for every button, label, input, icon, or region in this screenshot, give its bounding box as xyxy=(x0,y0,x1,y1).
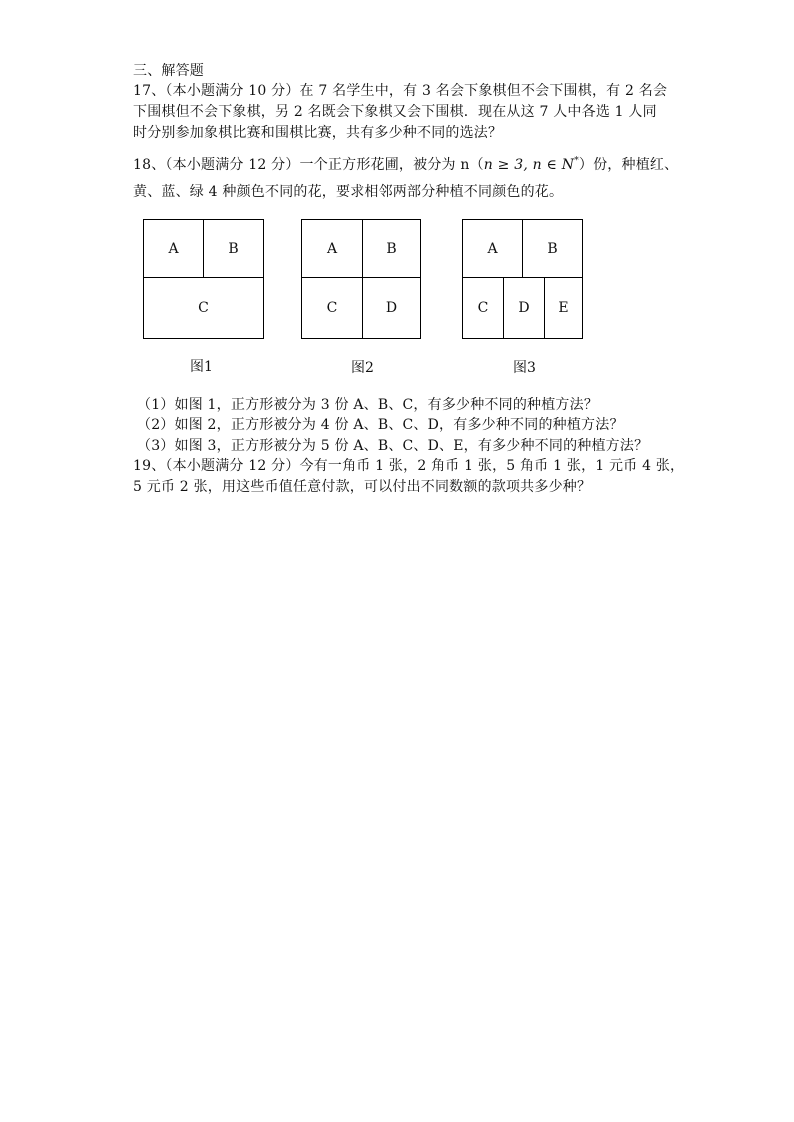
figure-3-region-c: C xyxy=(463,278,504,338)
figure-3-square xyxy=(462,219,583,339)
figure-1-region-b: B xyxy=(204,220,263,278)
q18-line-2: 黄、蓝、绿 4 种颜色不同的花，要求相邻两部分种植不同颜色的花。 xyxy=(133,184,564,200)
q17-line-3: 时分别参加象棋比赛和围棋比赛，共有多少种不同的选法？ xyxy=(133,125,503,141)
figure-3-region-b: B xyxy=(523,220,582,278)
q19-line-1: 19、（本小题满分 12 分）今有一角币 1 张，2 角币 1 张，5 角币 1 张，1 元币 4 张， xyxy=(133,458,685,474)
q18-line-1-text-a: 18、（本小题满分 12 分）一个正方形花圃，被分为 n（ xyxy=(133,157,484,173)
figure-1-region-c: C xyxy=(198,300,209,316)
section-heading: 三、解答题 xyxy=(133,63,204,79)
figure-1-caption: 图1 xyxy=(190,359,213,375)
q18-line-1-text-b: ）份，种植红、 xyxy=(578,157,679,173)
figure-2-region-d: D xyxy=(385,300,398,316)
question-19 xyxy=(133,456,684,498)
figure-3-region-a: A xyxy=(463,220,523,278)
figure-2-region-c: C xyxy=(302,278,363,338)
q18-condition-superscript: * xyxy=(574,156,579,166)
figure-1-square xyxy=(143,219,264,339)
figure-3-region-e: E xyxy=(558,300,569,316)
q17-line-1: 17、（本小题满分 10 分）在 7 名学生中，有 3 名会下象棋但不会下围棋，有 2 名会 xyxy=(133,83,668,99)
q18-condition-math: n ≥ 3, n ∈ N xyxy=(483,157,575,173)
q18-line-1 xyxy=(133,151,678,176)
question-18 xyxy=(133,151,678,203)
figure-1-region-a: A xyxy=(144,220,204,278)
q19-line-2: 5 元币 2 张，用这些币值任意付款，可以付出不同数额的款项共多少种？ xyxy=(133,479,592,495)
figure-2-square xyxy=(301,219,421,339)
figure-2-caption: 图2 xyxy=(351,360,374,376)
figure-3-caption: 图3 xyxy=(513,360,536,376)
q17-line-2: 下围棋但不会下象棋，另 2 名既会下象棋又会下围棋．现在从这 7 人中各选 1 人同 xyxy=(133,104,657,120)
figure-2-region-a: A xyxy=(302,220,363,278)
subquestion-2: （2）如图 2，正方形被分为 4 份 A、B、C、D，有多少种不同的种植方法？ xyxy=(137,417,624,433)
subquestion-3: （3）如图 3，正方形被分为 5 份 A、B、C、D、E，有多少种不同的种植方法？ xyxy=(137,438,649,454)
subquestion-1: （1）如图 1，正方形被分为 3 份 A、B、C，有多少种不同的种植方法？ xyxy=(137,397,599,413)
figure-2-region-b: B xyxy=(363,220,420,278)
figure-3-region-d: D xyxy=(504,278,545,338)
question-17 xyxy=(133,81,667,144)
